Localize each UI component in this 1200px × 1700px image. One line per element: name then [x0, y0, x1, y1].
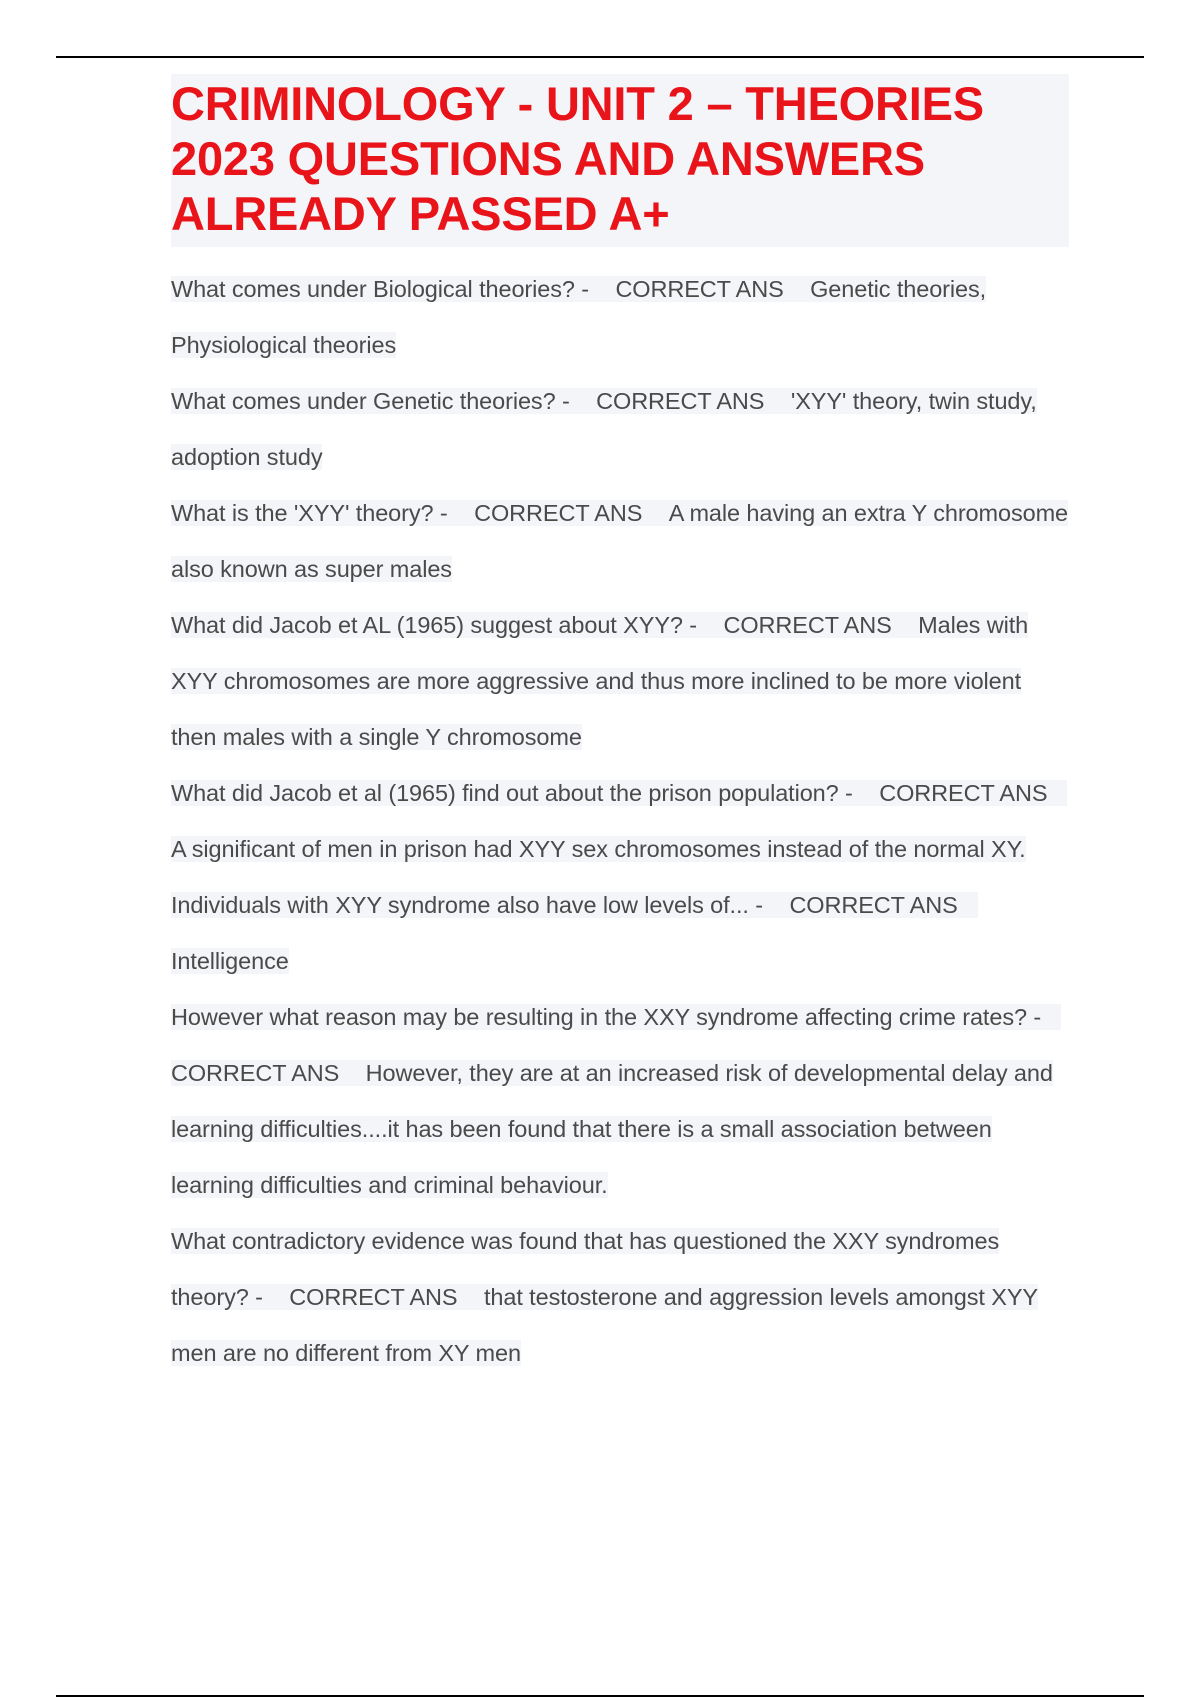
- qa-list: [171, 261, 1069, 1381]
- qa-item-1: [171, 261, 1069, 373]
- answer-marker: CORRECT ANS: [474, 500, 643, 526]
- answer-marker: CORRECT ANS: [171, 1060, 340, 1086]
- answer-marker: CORRECT ANS: [723, 612, 892, 638]
- answer: A significant of men in prison had XYY sex chromosomes instead of the normal XY.: [171, 836, 1026, 862]
- question: Individuals with XYY syndrome also have low levels of... -: [171, 892, 763, 918]
- page-content: [171, 74, 1069, 1381]
- answer: Genetic theories, Physiological theories: [171, 276, 987, 358]
- qa-item-8: [171, 1213, 1069, 1381]
- qa-item-6: [171, 877, 1069, 989]
- question: However what reason may be resulting in the XXY syndrome affecting crime rates? -: [171, 1004, 1042, 1030]
- answer-marker: CORRECT ANS: [879, 780, 1048, 806]
- question: What contradictory evidence was found that has questioned the XXY syndromes theory? -: [171, 1228, 1000, 1310]
- answer-marker: CORRECT ANS: [789, 892, 958, 918]
- title-block: [171, 74, 1069, 247]
- answer: 'XYY' theory, twin study, adoption study: [171, 388, 1037, 470]
- question: What is the 'XYY' theory? -: [171, 500, 448, 526]
- answer-marker: CORRECT ANS: [615, 276, 784, 302]
- qa-item-5: [171, 765, 1069, 877]
- answer-marker: CORRECT ANS: [596, 388, 765, 414]
- answer: A male having an extra Y chromosome also known as super males: [171, 500, 1069, 582]
- qa-item-4: [171, 597, 1069, 765]
- answer: However, they are at an increased risk of developmental delay and learning difficulties....it has been found that there is a small association between learning difficulties and criminal behaviour.: [171, 1060, 1053, 1198]
- bottom-rule: [56, 1695, 1144, 1697]
- top-rule: [56, 56, 1144, 58]
- answer: that testosterone and aggression levels amongst XYY men are no different from XY men: [171, 1284, 1038, 1366]
- qa-item-7: [171, 989, 1069, 1213]
- answer: Intelligence: [171, 948, 289, 974]
- answer-marker: CORRECT ANS: [289, 1284, 458, 1310]
- qa-item-2: [171, 373, 1069, 485]
- question: What comes under Biological theories? -: [171, 276, 589, 302]
- question: What did Jacob et al (1965) find out about the prison population? -: [171, 780, 853, 806]
- question: What comes under Genetic theories? -: [171, 388, 570, 414]
- question: What did Jacob et AL (1965) suggest about XYY? -: [171, 612, 698, 638]
- qa-item-3: [171, 485, 1069, 597]
- document-title: CRIMINOLOGY - UNIT 2 – THEORIES 2023 QUESTIONS AND ANSWERS ALREADY PASSED A+: [171, 77, 984, 240]
- answer: Males with XYY chromosomes are more aggressive and thus more inclined to be more violent then males with a single Y chromosome: [171, 612, 1029, 750]
